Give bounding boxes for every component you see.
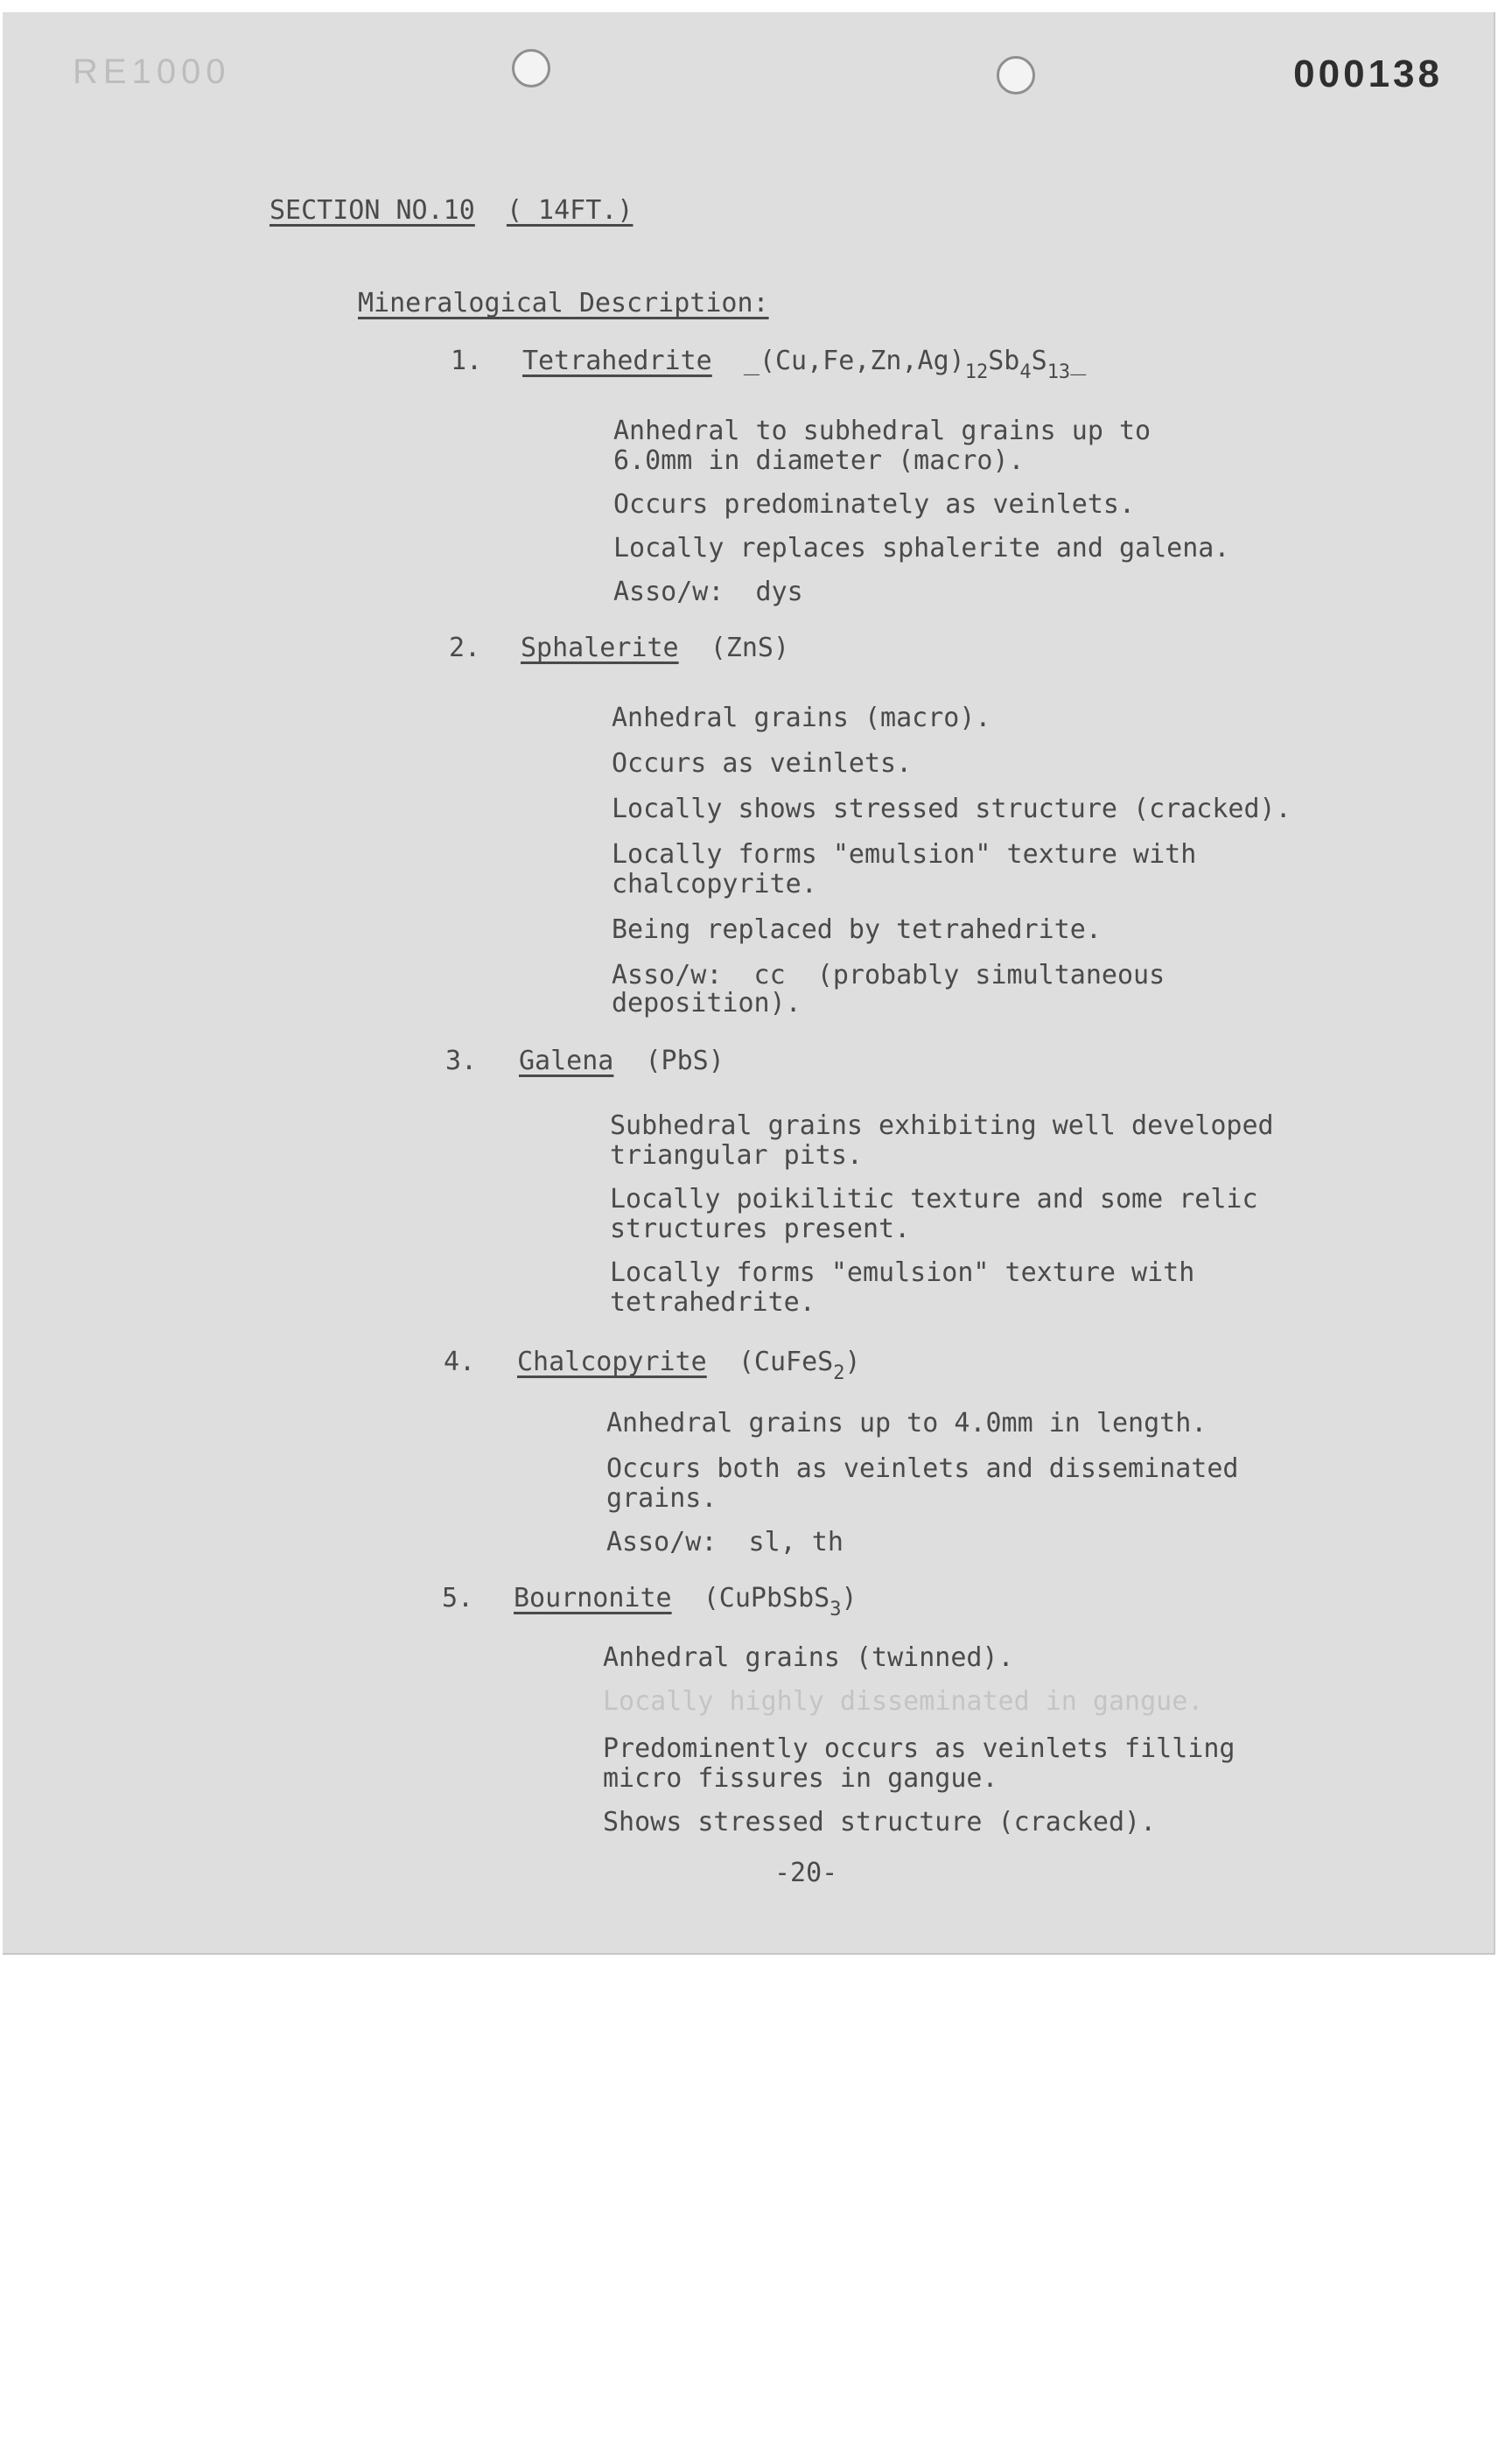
description-line: grains. bbox=[606, 1483, 718, 1514]
description-line: Locally forms "emulsion" texture with bbox=[612, 839, 1197, 870]
description-line: Asso/w: dys bbox=[613, 577, 803, 607]
description-line: Occurs both as veinlets and disseminated bbox=[606, 1453, 1239, 1484]
description-line: Occurs as veinlets. bbox=[612, 748, 913, 779]
mineral-number: 5. bbox=[442, 1583, 474, 1614]
description-line: Anhedral to subhedral grains up to bbox=[613, 416, 1152, 446]
mineral-name-sphalerite: Sphalerite (ZnS) bbox=[521, 633, 790, 663]
description-line-faded: Locally highly disseminated in gangue. bbox=[603, 1686, 1204, 1717]
page-number: -20- bbox=[774, 1858, 838, 1888]
section-title: SECTION NO.10 ( 14FT.) bbox=[270, 195, 634, 226]
description-line: tetrahedrite. bbox=[610, 1287, 816, 1318]
description-line: chalcopyrite. bbox=[612, 869, 817, 900]
faded-stamp-code: RE1000 bbox=[73, 52, 231, 91]
description-line: triangular pits. bbox=[610, 1140, 863, 1171]
mineral-number: 3. bbox=[445, 1046, 478, 1076]
description-line: Locally shows stressed structure (cracked). bbox=[612, 794, 1292, 824]
description-line: Subhedral grains exhibiting well developed bbox=[610, 1110, 1274, 1141]
mineral-name-chalcopyrite: Chalcopyrite (CuFeS$_2$) bbox=[517, 1347, 861, 1384]
description-line: micro fissures in gangue. bbox=[603, 1763, 998, 1794]
mineral-name-tetrahedrite: Tetrahedrite $\_(Cu,Fe,Zn,Ag)_{12}Sb_4S_{13}\_$ bbox=[522, 346, 1087, 383]
description-line: Anhedral grains (macro). bbox=[612, 703, 991, 733]
document-sheet bbox=[3, 12, 1495, 1955]
punch-hole-left bbox=[512, 49, 550, 88]
description-line: structures present. bbox=[610, 1214, 911, 1244]
description-line: deposition). bbox=[612, 988, 802, 1018]
mineral-name-bournonite: Bournonite (CuPbSbS$_3$) bbox=[514, 1583, 858, 1620]
description-line: Predominently occurs as veinlets filling bbox=[603, 1733, 1236, 1764]
description-line: 6.0mm in diameter (macro). bbox=[613, 445, 1025, 476]
description-line: Shows stressed structure (cracked). bbox=[603, 1807, 1157, 1838]
description-line: Locally replaces sphalerite and galena. bbox=[613, 533, 1230, 564]
mineral-number: 2. bbox=[449, 633, 481, 663]
description-line: Occurs predominately as veinlets. bbox=[613, 489, 1136, 520]
description-line: Locally forms "emulsion" texture with bbox=[610, 1257, 1195, 1288]
punch-hole-right bbox=[997, 56, 1035, 94]
description-line: Anhedral grains up to 4.0mm in length. bbox=[606, 1408, 1208, 1438]
mineral-number: 4. bbox=[444, 1347, 476, 1377]
description-line: Asso/w: sl, th bbox=[606, 1527, 844, 1558]
description-line: Asso/w: cc (probably simultaneous bbox=[612, 960, 1166, 990]
mineral-number: 1. bbox=[451, 346, 483, 376]
description-line: Being replaced by tetrahedrite. bbox=[612, 914, 1102, 945]
document-number: 000138 bbox=[1293, 52, 1443, 95]
description-line: Anhedral grains (twinned). bbox=[603, 1642, 1014, 1673]
section-heading: Mineralogical Description: bbox=[358, 288, 769, 318]
mineral-name-galena: Galena (PbS) bbox=[519, 1046, 724, 1076]
description-line: Locally poikilitic texture and some relic bbox=[610, 1184, 1258, 1214]
